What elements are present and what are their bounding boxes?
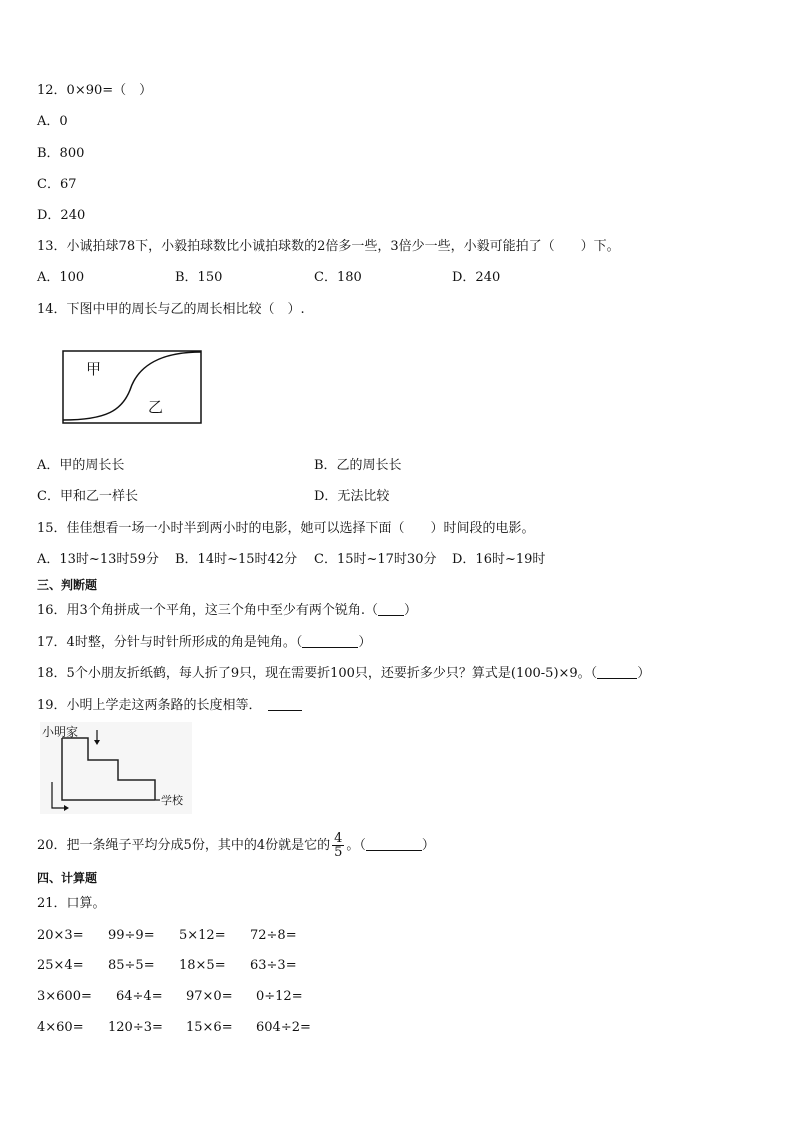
calc-item: 604÷2= <box>256 1020 311 1035</box>
q14-option-d: D．无法比较 <box>314 489 390 504</box>
calc-item: 20×3= <box>37 928 84 943</box>
calc-item: 3×600= <box>37 989 92 1004</box>
q14-label-jia: 甲 <box>86 360 102 378</box>
q19-text: 19．小明上学走这两条路的长度相等． <box>37 698 262 713</box>
q15-option-c: C．15时~17时30分 <box>314 552 437 567</box>
calc-item: 63÷3= <box>250 958 297 973</box>
calc-item: 4×60= <box>37 1020 84 1035</box>
calc-item: 25×4= <box>37 958 84 973</box>
calc-item: 5×12= <box>179 928 226 943</box>
q15-stem: 15．佳佳想看一场一小时半到两小时的电影，她可以选择下面（ ）时间段的电影。 <box>37 521 535 536</box>
q12-option-c: C．67 <box>37 177 77 192</box>
q20-answer-blank[interactable] <box>366 838 422 851</box>
q21-stem: 21．口算。 <box>37 896 106 911</box>
q17-answer-blank[interactable] <box>302 635 358 648</box>
q17-end: ） <box>358 635 372 650</box>
section-4-heading: 四、计算题 <box>37 871 98 885</box>
q20-fraction <box>332 832 344 859</box>
q19 <box>37 698 302 714</box>
q14-rectangle <box>63 351 201 423</box>
q16-text: 16．用3个角拼成一个平角，这三个角中至少有两个锐角.（ <box>37 603 378 618</box>
q14-option-c: C．甲和乙一样长 <box>37 489 138 504</box>
q18-end: ） <box>637 666 651 681</box>
calc-item: 0÷12= <box>256 989 303 1004</box>
q19-route-figure <box>40 722 192 814</box>
q18-text: 18．5个小朋友折纸鹤，每人折了9只，现在需要折100只，还要折多少只？算式是(100-5)×9。（ <box>37 666 598 681</box>
calc-item: 97×0= <box>186 989 233 1004</box>
q12-option-b: B．800 <box>37 146 85 161</box>
section-3-heading: 三、判断题 <box>37 578 98 592</box>
q14-option-a: A．甲的周长长 <box>37 458 125 473</box>
calc-item: 85÷5= <box>108 958 155 973</box>
q14-label-yi: 乙 <box>148 398 164 416</box>
q14-option-b: B．乙的周长长 <box>314 458 402 473</box>
q15-option-b: B．14时~15时42分 <box>175 552 298 567</box>
calc-item: 72÷8= <box>250 928 297 943</box>
q17-text: 17．4时整，分针与时针所形成的角是钝角。（ <box>37 635 303 650</box>
q13-stem: 13．小诚拍球78下，小毅拍球数比小诚拍球数的2倍多一些，3倍少一些，小毅可能拍了（ ）下。 <box>37 239 620 254</box>
q20-text: 20．把一条绳子平均分成5份，其中的4份就是它的 <box>37 838 331 853</box>
calc-item: 120÷3= <box>108 1020 163 1035</box>
q17 <box>37 635 371 651</box>
q20-after: 。（ <box>346 838 366 853</box>
q12-option-a: A．0 <box>37 114 68 129</box>
q19-label-school: 学校 <box>161 794 183 807</box>
q20-fraction-numerator: 4 <box>334 831 343 846</box>
q18-answer-blank[interactable] <box>597 666 637 679</box>
q20-fraction-denominator: 5 <box>334 845 343 860</box>
q20 <box>37 831 435 861</box>
q19-label-home: 小明家 <box>42 725 79 739</box>
q13-option-c: C．180 <box>314 270 362 285</box>
q14-figure <box>62 350 204 426</box>
calc-item: 64÷4= <box>116 989 163 1004</box>
q14-curve <box>63 352 201 420</box>
calc-item: 18×5= <box>179 958 226 973</box>
q19-answer-blank[interactable] <box>268 698 302 711</box>
q16 <box>37 603 417 619</box>
q18 <box>37 666 650 682</box>
q12-option-d: D．240 <box>37 208 86 223</box>
q13-option-b: B．150 <box>175 270 223 285</box>
q15-option-a: A．13时~13时59分 <box>37 552 159 567</box>
q16-end: ） <box>403 603 417 618</box>
q13-option-d: D．240 <box>452 270 501 285</box>
q16-answer-blank[interactable] <box>378 603 404 616</box>
calc-item: 15×6= <box>186 1020 233 1035</box>
q13-option-a: A．100 <box>37 270 85 285</box>
q14-stem: 14．下图中甲的周长与乙的周长相比较（ ）. <box>37 302 305 317</box>
q15-option-d: D．16时~19时 <box>452 552 546 567</box>
q12-stem: 12．0×90=（ ） <box>37 83 153 98</box>
q20-end: ） <box>421 838 435 853</box>
calc-item: 99÷9= <box>108 928 155 943</box>
